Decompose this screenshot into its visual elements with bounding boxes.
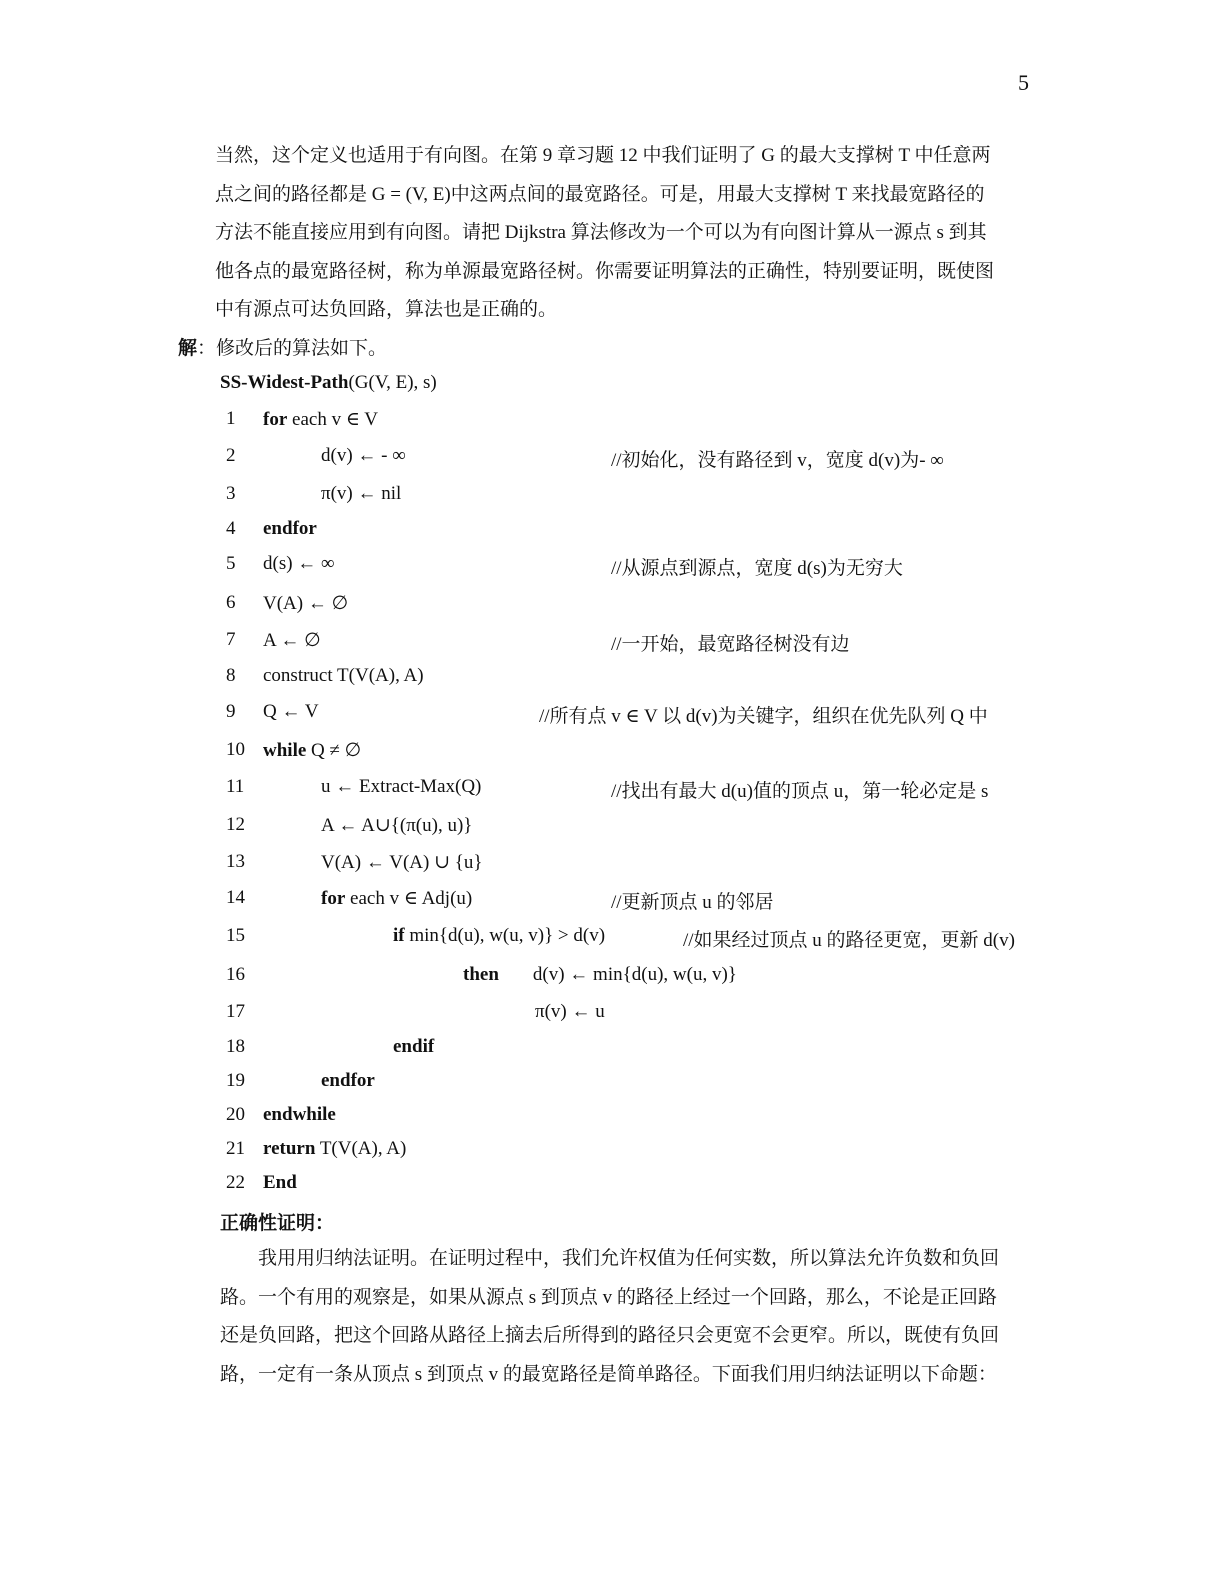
keyword: End <box>263 1172 297 1193</box>
code-expression: Q ≠ ∅ <box>306 740 362 761</box>
keyword: endfor <box>321 1070 375 1091</box>
code-text <box>321 445 406 467</box>
proof-title: 正确性证明： <box>220 1213 335 1234</box>
problem-statement <box>215 137 1040 330</box>
line-number: 16 <box>226 964 245 985</box>
code-expression: u ← Extract-Max(Q) <box>321 776 482 797</box>
code-text <box>463 964 737 986</box>
code-text <box>321 851 483 874</box>
problem-line: 当然，这个定义也适用于有向图。在第 9 章习题 12 中我们证明了 G 的最大支撑树 T 中任意两 <box>215 145 991 166</box>
code-text <box>263 739 361 762</box>
code-expression: d(s) ← ∞ <box>263 553 335 574</box>
keyword: for <box>321 888 346 909</box>
line-number: 11 <box>226 776 245 797</box>
proof-line: 还是负回路，把这个回路从路径上摘去后所得到的路径只会更宽不会更窄。所以，既使有负回 <box>220 1325 1000 1346</box>
solution-text: ：修改后的算法如下。 <box>197 338 388 359</box>
code-comment: //如果经过顶点 u 的路径更宽，更新 d(v) <box>683 930 1015 951</box>
code-text <box>263 518 317 540</box>
line-number: 4 <box>226 518 236 539</box>
code-text <box>393 925 605 947</box>
code-expression: min{d(u), w(u, v)} > d(v) <box>404 925 606 946</box>
code-comment: //一开始，最宽路径树没有边 <box>611 634 850 655</box>
code-text <box>321 814 472 837</box>
problem-line: 中有源点可达负回路，算法也是正确的。 <box>215 299 558 320</box>
code-text <box>263 701 319 723</box>
line-number: 13 <box>226 851 245 872</box>
code-text <box>321 776 481 798</box>
code-comment: //从源点到源点，宽度 d(s)为无穷大 <box>611 558 903 579</box>
line-number: 19 <box>226 1070 245 1091</box>
keyword: for <box>263 409 288 430</box>
line-number: 10 <box>226 739 245 760</box>
code-text <box>321 483 401 505</box>
line-number: 5 <box>226 553 236 574</box>
code-expression: V(A) ← ∅ <box>263 593 349 614</box>
problem-line: 他各点的最宽路径树，称为单源最宽路径树。你需要证明算法的正确性，特别要证明，既使图 <box>215 260 995 282</box>
code-expression: each v ∈ Adj(u) <box>345 888 473 909</box>
problem-line: 点之间的路径都是 G = (V, E)中这两点间的最宽路径。可是，用最大支撑树 T 来找最宽路径的 <box>215 183 985 205</box>
code-text <box>263 553 335 575</box>
keyword: endif <box>393 1036 435 1057</box>
line-number: 20 <box>226 1104 245 1125</box>
line-number: 14 <box>226 887 245 908</box>
solution-label: 解 <box>178 338 198 359</box>
code-comment: //所有点 v ∈ V 以 d(v)为关键字，组织在优先队列 Q 中 <box>539 706 988 727</box>
keyword: if <box>393 925 405 946</box>
code-expression: A ← A∪{(π(u), u)} <box>321 815 473 836</box>
code-expression: d(v) ← min{d(u), w(u, v)} <box>532 964 737 985</box>
code-comment: //更新顶点 u 的邻居 <box>611 892 774 913</box>
line-number: 21 <box>226 1138 245 1159</box>
code-comment: //初始化，没有路径到 v，宽度 d(v)为- ∞ <box>611 450 944 471</box>
line-number: 2 <box>226 445 236 466</box>
code-comment: //找出有最大 d(u)值的顶点 u，第一轮必定是 s <box>611 781 989 802</box>
code-text <box>321 1070 375 1092</box>
code-expression: π(v) ← u <box>535 1001 605 1022</box>
code-expression: T(V(A), A) <box>315 1138 407 1159</box>
line-number: 15 <box>226 925 245 946</box>
code-expression: each v ∈ V <box>287 409 379 430</box>
code-expression: A ← ∅ <box>263 630 321 651</box>
code-expression: Q ← V <box>263 701 319 722</box>
code-expression: V(A) ← V(A) ∪ {u} <box>321 852 483 873</box>
page-number: 5 <box>1018 70 1029 95</box>
code-text <box>263 592 348 615</box>
keyword: endfor <box>263 518 317 539</box>
algorithm-params: (G(V, E), s) <box>348 372 437 393</box>
line-number: 22 <box>226 1172 245 1193</box>
code-text <box>321 887 472 910</box>
code-text <box>263 1172 297 1194</box>
line-number: 8 <box>226 665 236 686</box>
keyword: then <box>463 964 499 985</box>
algorithm-name: SS-Widest-Path <box>220 372 349 393</box>
keyword: return <box>263 1138 316 1159</box>
line-number: 12 <box>226 814 245 835</box>
keyword: endwhile <box>263 1104 336 1125</box>
solution-heading <box>178 333 387 360</box>
code-text <box>263 1104 336 1126</box>
proof-body <box>220 1240 1045 1394</box>
code-expression: d(v) ← - ∞ <box>321 445 406 466</box>
code-text <box>535 1001 605 1023</box>
line-number: 3 <box>226 483 236 504</box>
line-number: 1 <box>226 408 236 429</box>
code-expression: π(v) ← nil <box>321 483 402 504</box>
code-text <box>263 408 378 431</box>
code-text <box>263 665 424 687</box>
code-text <box>263 1138 406 1160</box>
code-text <box>393 1036 434 1058</box>
line-number: 17 <box>226 1001 245 1022</box>
line-number: 7 <box>226 629 236 650</box>
proof-line: 路。一个有用的观察是，如果从源点 s 到顶点 v 的路径上经过一个回路，那么，不论是正回路 <box>220 1286 997 1308</box>
code-text <box>263 629 321 652</box>
problem-line: 方法不能直接应用到有向图。请把 Dijkstra 算法修改为一个可以为有向图计算从一源点 s 到其 <box>215 222 987 243</box>
proof-line: 路，一定有一条从顶点 s 到顶点 v 的最宽路径是简单路径。下面我们用归纳法证明以下命题： <box>220 1363 997 1385</box>
code-expression: construct T(V(A), A) <box>263 665 424 686</box>
proof-line: 我用用归纳法证明。在证明过程中，我们允许权值为任何实数，所以算法允许负数和负回 <box>258 1248 1000 1269</box>
algorithm-title <box>220 372 437 394</box>
line-number: 9 <box>226 701 236 722</box>
keyword: while <box>263 740 307 761</box>
line-number: 18 <box>226 1036 245 1057</box>
line-number: 6 <box>226 592 236 613</box>
